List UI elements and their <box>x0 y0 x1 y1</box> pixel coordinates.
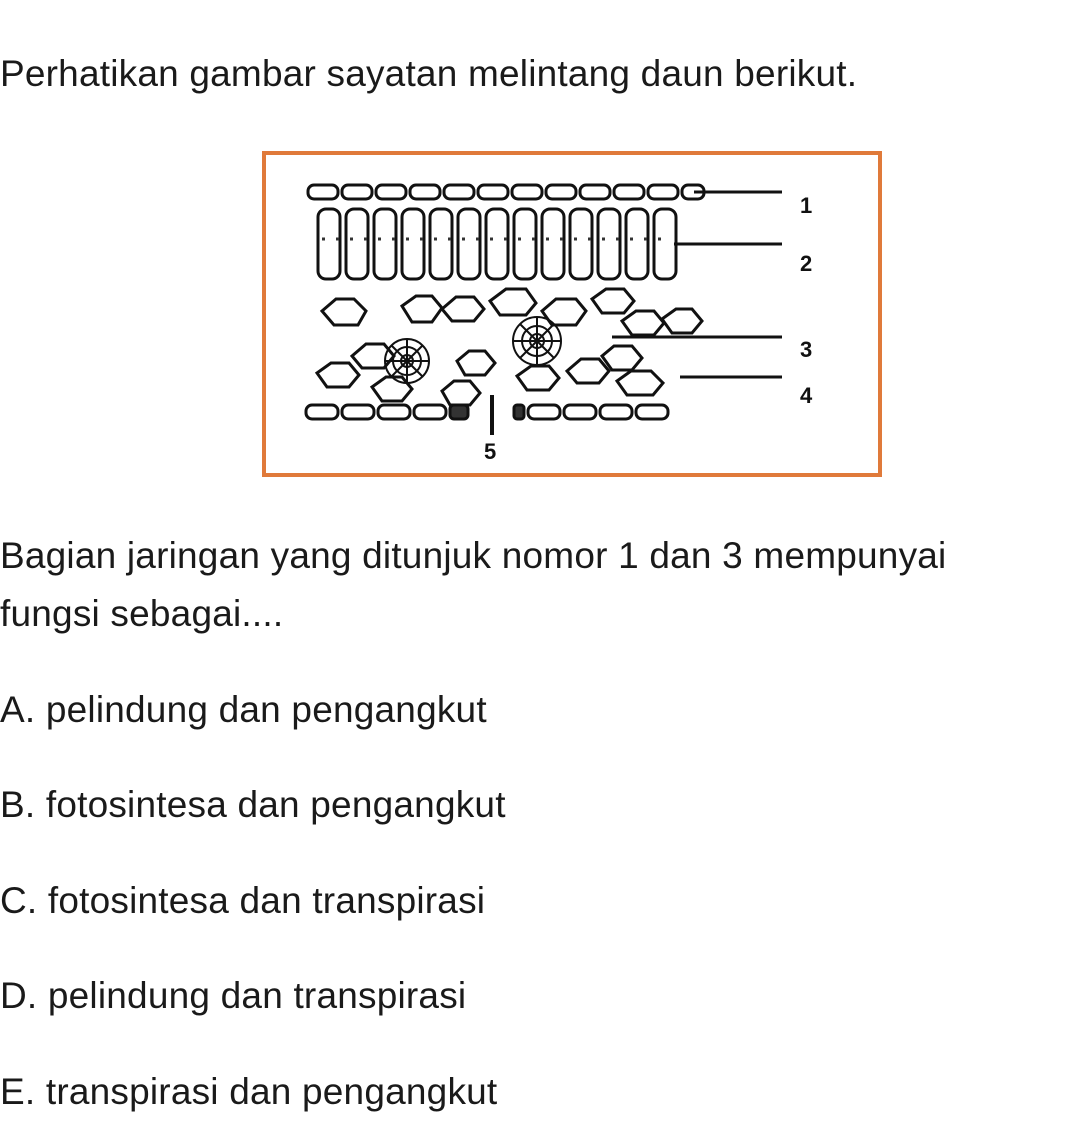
option-c[interactable]: C. fotosintesa dan transpirasi <box>0 880 486 921</box>
label-1: 1 <box>800 193 813 218</box>
option-b[interactable]: B. fotosintesa dan pengangkut <box>0 784 506 825</box>
label-3: 3 <box>800 337 813 362</box>
vascular-bundle-left <box>385 339 429 383</box>
question-intro: Perhatikan gambar sayatan melintang daun berikut. <box>0 53 858 94</box>
leaf-cross-section-figure <box>262 151 882 477</box>
label-5: 5 <box>484 439 497 464</box>
question-stem-line-1: Bagian jaringan yang ditunjuk nomor 1 dan 3 mempunyai <box>0 535 947 576</box>
label-4: 4 <box>800 383 813 408</box>
vascular-bundle-right <box>513 317 561 365</box>
question-stem-line-2: fungsi sebagai.... <box>0 593 284 634</box>
label-2: 2 <box>800 251 813 276</box>
option-e[interactable]: E. transpirasi dan pengangkut <box>0 1071 498 1112</box>
option-d[interactable]: D. pelindung dan transpirasi <box>0 975 467 1016</box>
option-a[interactable]: A. pelindung dan pengangkut <box>0 689 487 730</box>
